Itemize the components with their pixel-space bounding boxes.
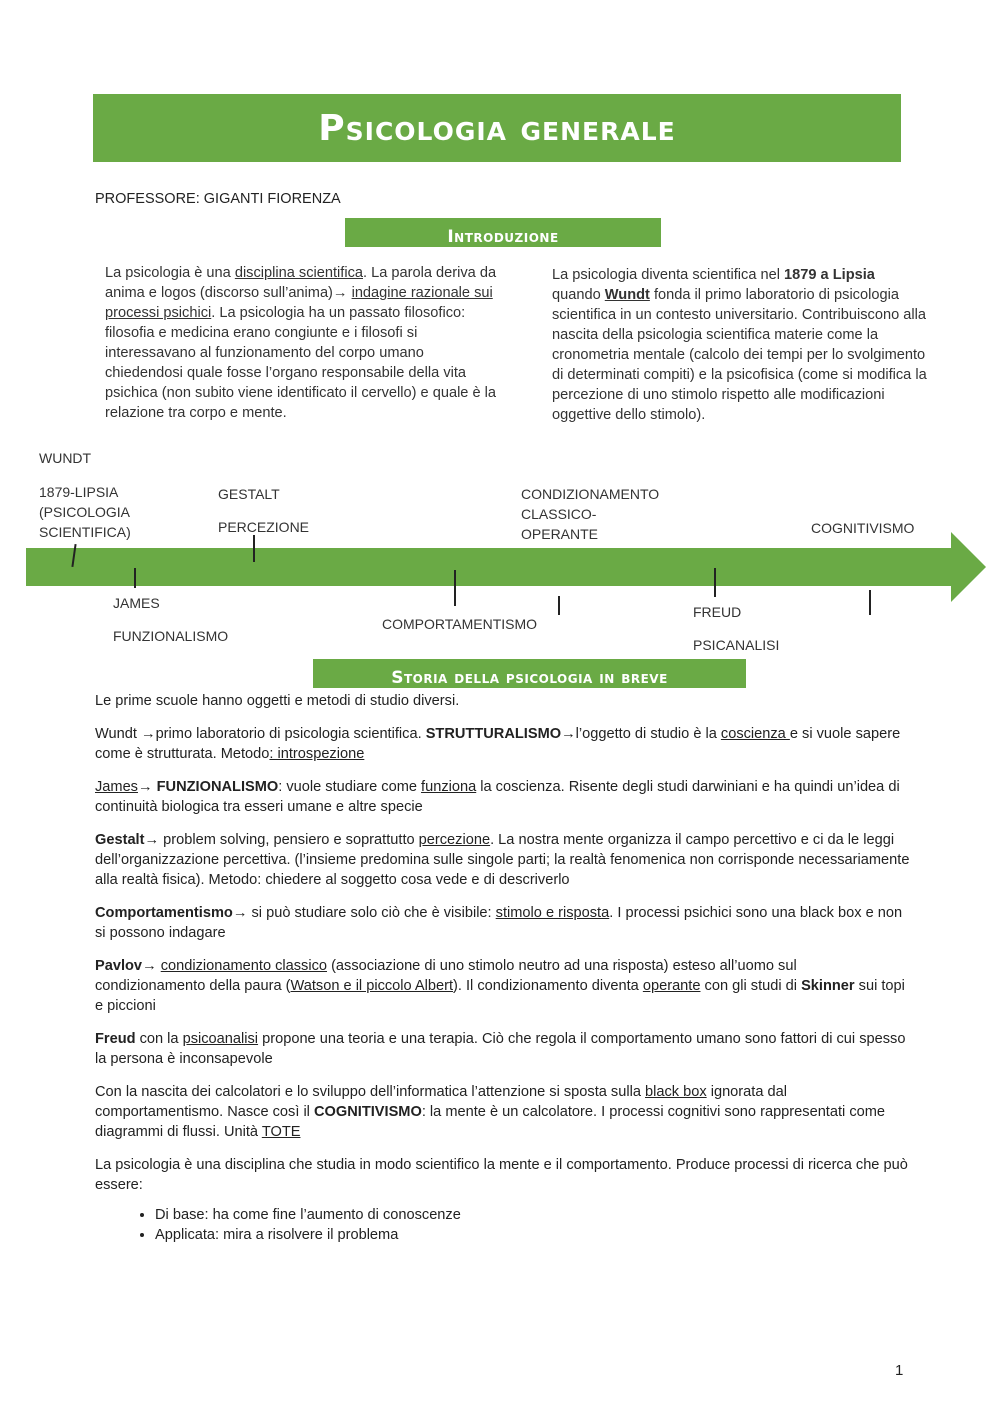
- timeline-label-line: OPERANTE: [521, 526, 599, 542]
- underlined-term: funziona: [421, 779, 477, 795]
- text-span: Con la nascita dei calcolatori e lo sviluppo dell’informatica l’attenzione si sposta sulla: [95, 1084, 645, 1100]
- text-span: : la mente è un calcolatore. I processi cognitivi sono rappresentati come diagrammi di flussi. Unità: [95, 1104, 886, 1140]
- timeline-label-line: CLASSICO-: [521, 506, 597, 522]
- title-banner: [93, 94, 901, 162]
- history-paragraph-cognitivismo: [95, 1082, 910, 1142]
- text-span: . La parola deriva da anima e logos (discorso sull’anima)→: [105, 265, 497, 301]
- underlined-term: indagine razionale sui processi psichici: [105, 285, 493, 321]
- intro-left-paragraph: [105, 263, 500, 423]
- text-span: e si vuole sapere come è strutturata. Metodo: [95, 726, 901, 762]
- history-body: [95, 691, 910, 1245]
- text-span: la coscienza. Risente degli studi darwiniani e ha quindi un’idea di continuità biologica tra esseri umane e altre specie: [95, 779, 900, 815]
- bold-term: Skinner: [801, 978, 855, 994]
- underlined-term: stimolo e risposta: [495, 905, 610, 921]
- professor-line: PROFESSORE: GIGANTI FIORENZA: [95, 191, 341, 207]
- section-header-history: [313, 659, 746, 688]
- text-span: fonda il primo laboratorio di psicologia scientifica in un contesto universitario. Contribuiscono alla nascita della psicologia scientifica materie come la cronometria mentale (calcolo dei tempi per lo svolgimento di determinati compiti) e la psicofisica (come si modifica la percezione di uno stimolo rispetto alle modificazioni oggettive dello stimolo).: [552, 287, 927, 423]
- timeline-label-wundt: WUNDT: [39, 450, 92, 466]
- timeline-label-line: SCIENTIFICA): [39, 524, 131, 540]
- section-title-intro: Introduzione: [447, 227, 559, 247]
- intro-right-paragraph: [552, 265, 927, 425]
- text-span: con gli studi di: [700, 978, 802, 994]
- timeline-label-funzionalismo: FUNZIONALISMO: [113, 628, 229, 644]
- history-paragraph-freud: [95, 1029, 910, 1069]
- underlined-term: : introspezione: [269, 746, 365, 762]
- timeline-label-condizionamento: [521, 484, 659, 544]
- bold-term: Freud: [95, 1031, 136, 1047]
- history-paragraph-james: [95, 777, 910, 817]
- timeline-label-line: CONDIZIONAMENTO: [521, 486, 660, 502]
- bold-term: STRUTTURALISMO: [425, 726, 562, 742]
- history-paragraph-comportamentismo: [95, 903, 910, 943]
- timeline-label-wundt-year: [39, 482, 131, 542]
- timeline-tick: [454, 570, 456, 606]
- page-title: Psicologia generale: [318, 107, 676, 149]
- list-item: • Applicata: mira a risolvere il problema: [155, 1225, 910, 1245]
- history-paragraph-definition: La psicologia è una disciplina che studia in modo scientifico la mente e il comportamento. Produce processi di ricerca che può essere:: [95, 1157, 908, 1193]
- timeline-tick: [714, 568, 716, 597]
- history-paragraph-wundt: [95, 724, 910, 764]
- text-span: con la: [135, 1031, 183, 1047]
- timeline-tick: [134, 568, 136, 588]
- bold-term: 1879 a Lipsia: [784, 267, 875, 283]
- list-item: • Di base: ha come fine l’aumento di conoscenze: [155, 1205, 910, 1225]
- research-type-list: [95, 1205, 910, 1245]
- text-span: propone una teoria e una terapia. Ciò che regola il comportamento umano sono fattori di cui spesso la persona è inconsapevole: [95, 1031, 906, 1067]
- text-span: La psicologia diventa scientifica nel: [552, 267, 785, 283]
- text-span: Wundt →primo laboratorio di psicologia scientifica.: [95, 726, 426, 742]
- bold-term: FUNZIONALISMO: [156, 779, 279, 795]
- underlined-term: condizionamento classico: [160, 958, 328, 974]
- text-span: . I processi psichici sono una black box e non si possono indagare: [95, 905, 903, 941]
- text-span: →: [137, 779, 157, 795]
- underlined-term: TOTE: [261, 1124, 301, 1140]
- underlined-term: James: [95, 779, 138, 795]
- text-span: → si può studiare solo ciò che è visibile:: [232, 905, 496, 921]
- timeline-tick: [558, 596, 560, 615]
- underlined-term: Watson e il piccolo Albert: [290, 978, 454, 994]
- timeline-label-comportamentismo: COMPORTAMENTISMO: [382, 616, 538, 632]
- timeline-label-james: JAMES: [113, 595, 160, 611]
- timeline-label-freud: FREUD: [693, 604, 742, 620]
- history-paragraph-gestalt: [95, 830, 910, 890]
- history-paragraph: Le prime scuole hanno oggetti e metodi di studio diversi.: [95, 693, 460, 709]
- section-title-history: Storia della psicologia in breve: [391, 668, 668, 688]
- text-span: . La psicologia ha un passato filosofico: filosofia e medicina erano congiunte e i filosofi si interessavano al funzionamento del corpo umano chiedendosi quale fosse l’organo responsabile della vita psichica (non subito viene identificato il cervello) e quale è la relazione tra corpo e mente.: [105, 305, 497, 421]
- bold-term: Pavlov: [95, 958, 143, 974]
- timeline-label-cognitivismo: COGNITIVISMO: [811, 520, 915, 536]
- text-span: (associazione di uno stimolo neutro ad una risposta) esteso all’uomo sul condizionamento della paura (: [95, 958, 797, 994]
- page-number: 1: [895, 1362, 904, 1379]
- text-span: . La nostra mente organizza il campo percettivo e ci da le leggi dell’organizzazione percettiva. (l’insieme predomina sulle singole parti; la realtà fenomenica non corrisponde necessariamente alla realtà fisica). Metodo: chiedere al soggetto cosa vede e di descriverlo: [95, 832, 910, 888]
- text-span: →l’oggetto di studio è la: [561, 726, 721, 742]
- underlined-term: psicoanalisi: [182, 1031, 259, 1047]
- underlined-term: disciplina scientifica: [234, 265, 363, 281]
- underlined-term: black box: [645, 1084, 707, 1100]
- timeline-tick: [869, 590, 871, 615]
- timeline-label-percezione: PERCEZIONE: [218, 519, 310, 535]
- text-span: La psicologia è una: [105, 265, 235, 281]
- timeline-label-gestalt: GESTALT: [218, 486, 280, 502]
- underlined-term: operante: [642, 978, 701, 994]
- text-span: →: [142, 958, 161, 974]
- text-span: : vuole studiare come: [278, 779, 422, 795]
- underlined-term: coscienza: [720, 726, 790, 742]
- bold-underlined-term: Wundt: [604, 287, 650, 303]
- timeline-label-psicanalisi: PSICANALISI: [693, 637, 780, 653]
- underlined-term: percezione: [418, 832, 491, 848]
- section-header-intro: [345, 218, 661, 247]
- timeline-label-line: 1879-LIPSIA: [39, 484, 119, 500]
- text-span: quando: [552, 287, 605, 303]
- timeline-tick: [253, 535, 255, 562]
- bold-term: Comportamentismo: [95, 905, 233, 921]
- timeline-label-line: (PSICOLOGIA: [39, 504, 131, 520]
- bold-term: Gestalt: [95, 832, 145, 848]
- text-span: ). Il condizionamento diventa: [453, 978, 643, 994]
- bold-term: COGNITIVISMO: [313, 1104, 422, 1120]
- text-span: → problem solving, pensiero e soprattutto: [144, 832, 419, 848]
- history-paragraph-pavlov: [95, 956, 910, 1016]
- text-span: ignorata dal comportamentismo. Nasce così il: [95, 1084, 787, 1120]
- text-span: sui topi e piccioni: [95, 978, 905, 1014]
